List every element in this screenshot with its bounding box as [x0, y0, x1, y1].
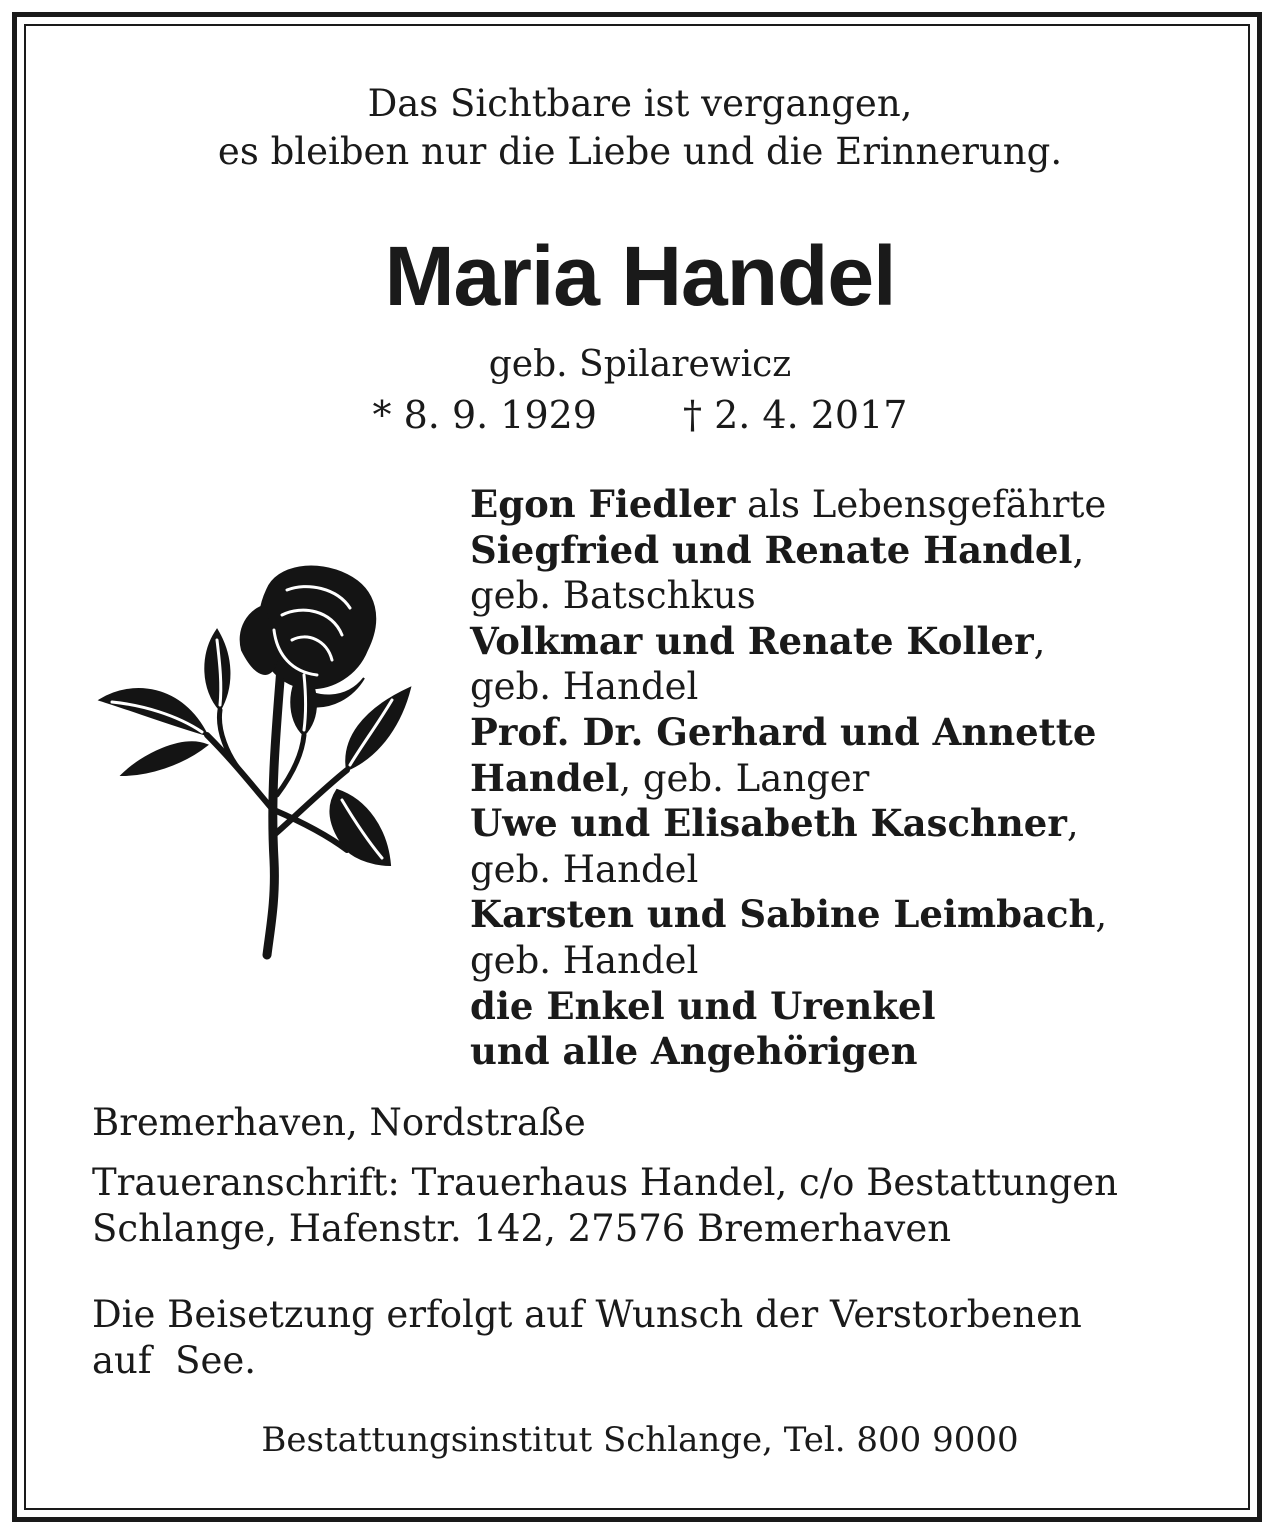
motto-line-1: Das Sichtbare ist vergangen, [367, 82, 913, 125]
mourner-line: geb. Handel [470, 665, 699, 709]
burial-line-2: auf See. [92, 1339, 257, 1382]
motto-line-2: es bleiben nur die Liebe und die Erinnerung. [217, 130, 1063, 173]
mourner-line: Prof. Dr. Gerhard und Annette [470, 709, 1097, 754]
funeral-home-footer: Bestattungsinstitut Schlange, Tel. 800 9000 [261, 1420, 1019, 1460]
mourner-line: geb. Batschkus [470, 574, 756, 618]
mourning-address [92, 1160, 1212, 1252]
motto [0, 80, 1280, 176]
mourner-line: Siegfried und Renate Handel, [470, 527, 1085, 572]
burial-note [92, 1292, 1212, 1384]
mourner-line: Handel, geb. Langer [470, 755, 870, 800]
address-line-2: Schlange, Hafenstr. 142, 27576 Bremerhaven [92, 1207, 952, 1250]
mourner-line: Uwe und Elisabeth Kaschner, [470, 801, 1079, 846]
mourner-line: geb. Handel [470, 847, 699, 891]
birth-date: * 8. 9. 1929 [372, 393, 597, 437]
deceased-name: Maria Handel [384, 229, 896, 323]
burial-line-1: Die Beisetzung erfolgt auf Wunsch der Verstorbenen [92, 1293, 1082, 1336]
life-dates [0, 390, 1280, 440]
mourner-line: die Enkel und Urenkel [470, 983, 936, 1028]
mourners-list [470, 482, 1250, 1075]
mourner-line: Volkmar und Renate Koller, [470, 618, 1046, 663]
rose-icon [92, 560, 422, 960]
death-date: † 2. 4. 2017 [683, 393, 908, 437]
mourner-line: und alle Angehörigen [470, 1029, 918, 1074]
address-line-1: Traueranschrift: Trauerhaus Handel, c/o Bestattungen [92, 1161, 1119, 1204]
birth-name: geb. Spilarewicz [488, 344, 792, 385]
mourner-line: Egon Fiedler als Lebensgefährte [470, 482, 1107, 526]
mourner-line: Karsten und Sabine Leimbach, [470, 892, 1108, 937]
place: Bremerhaven, Nordstraße [92, 1101, 586, 1144]
mourner-line: geb. Handel [470, 938, 699, 982]
